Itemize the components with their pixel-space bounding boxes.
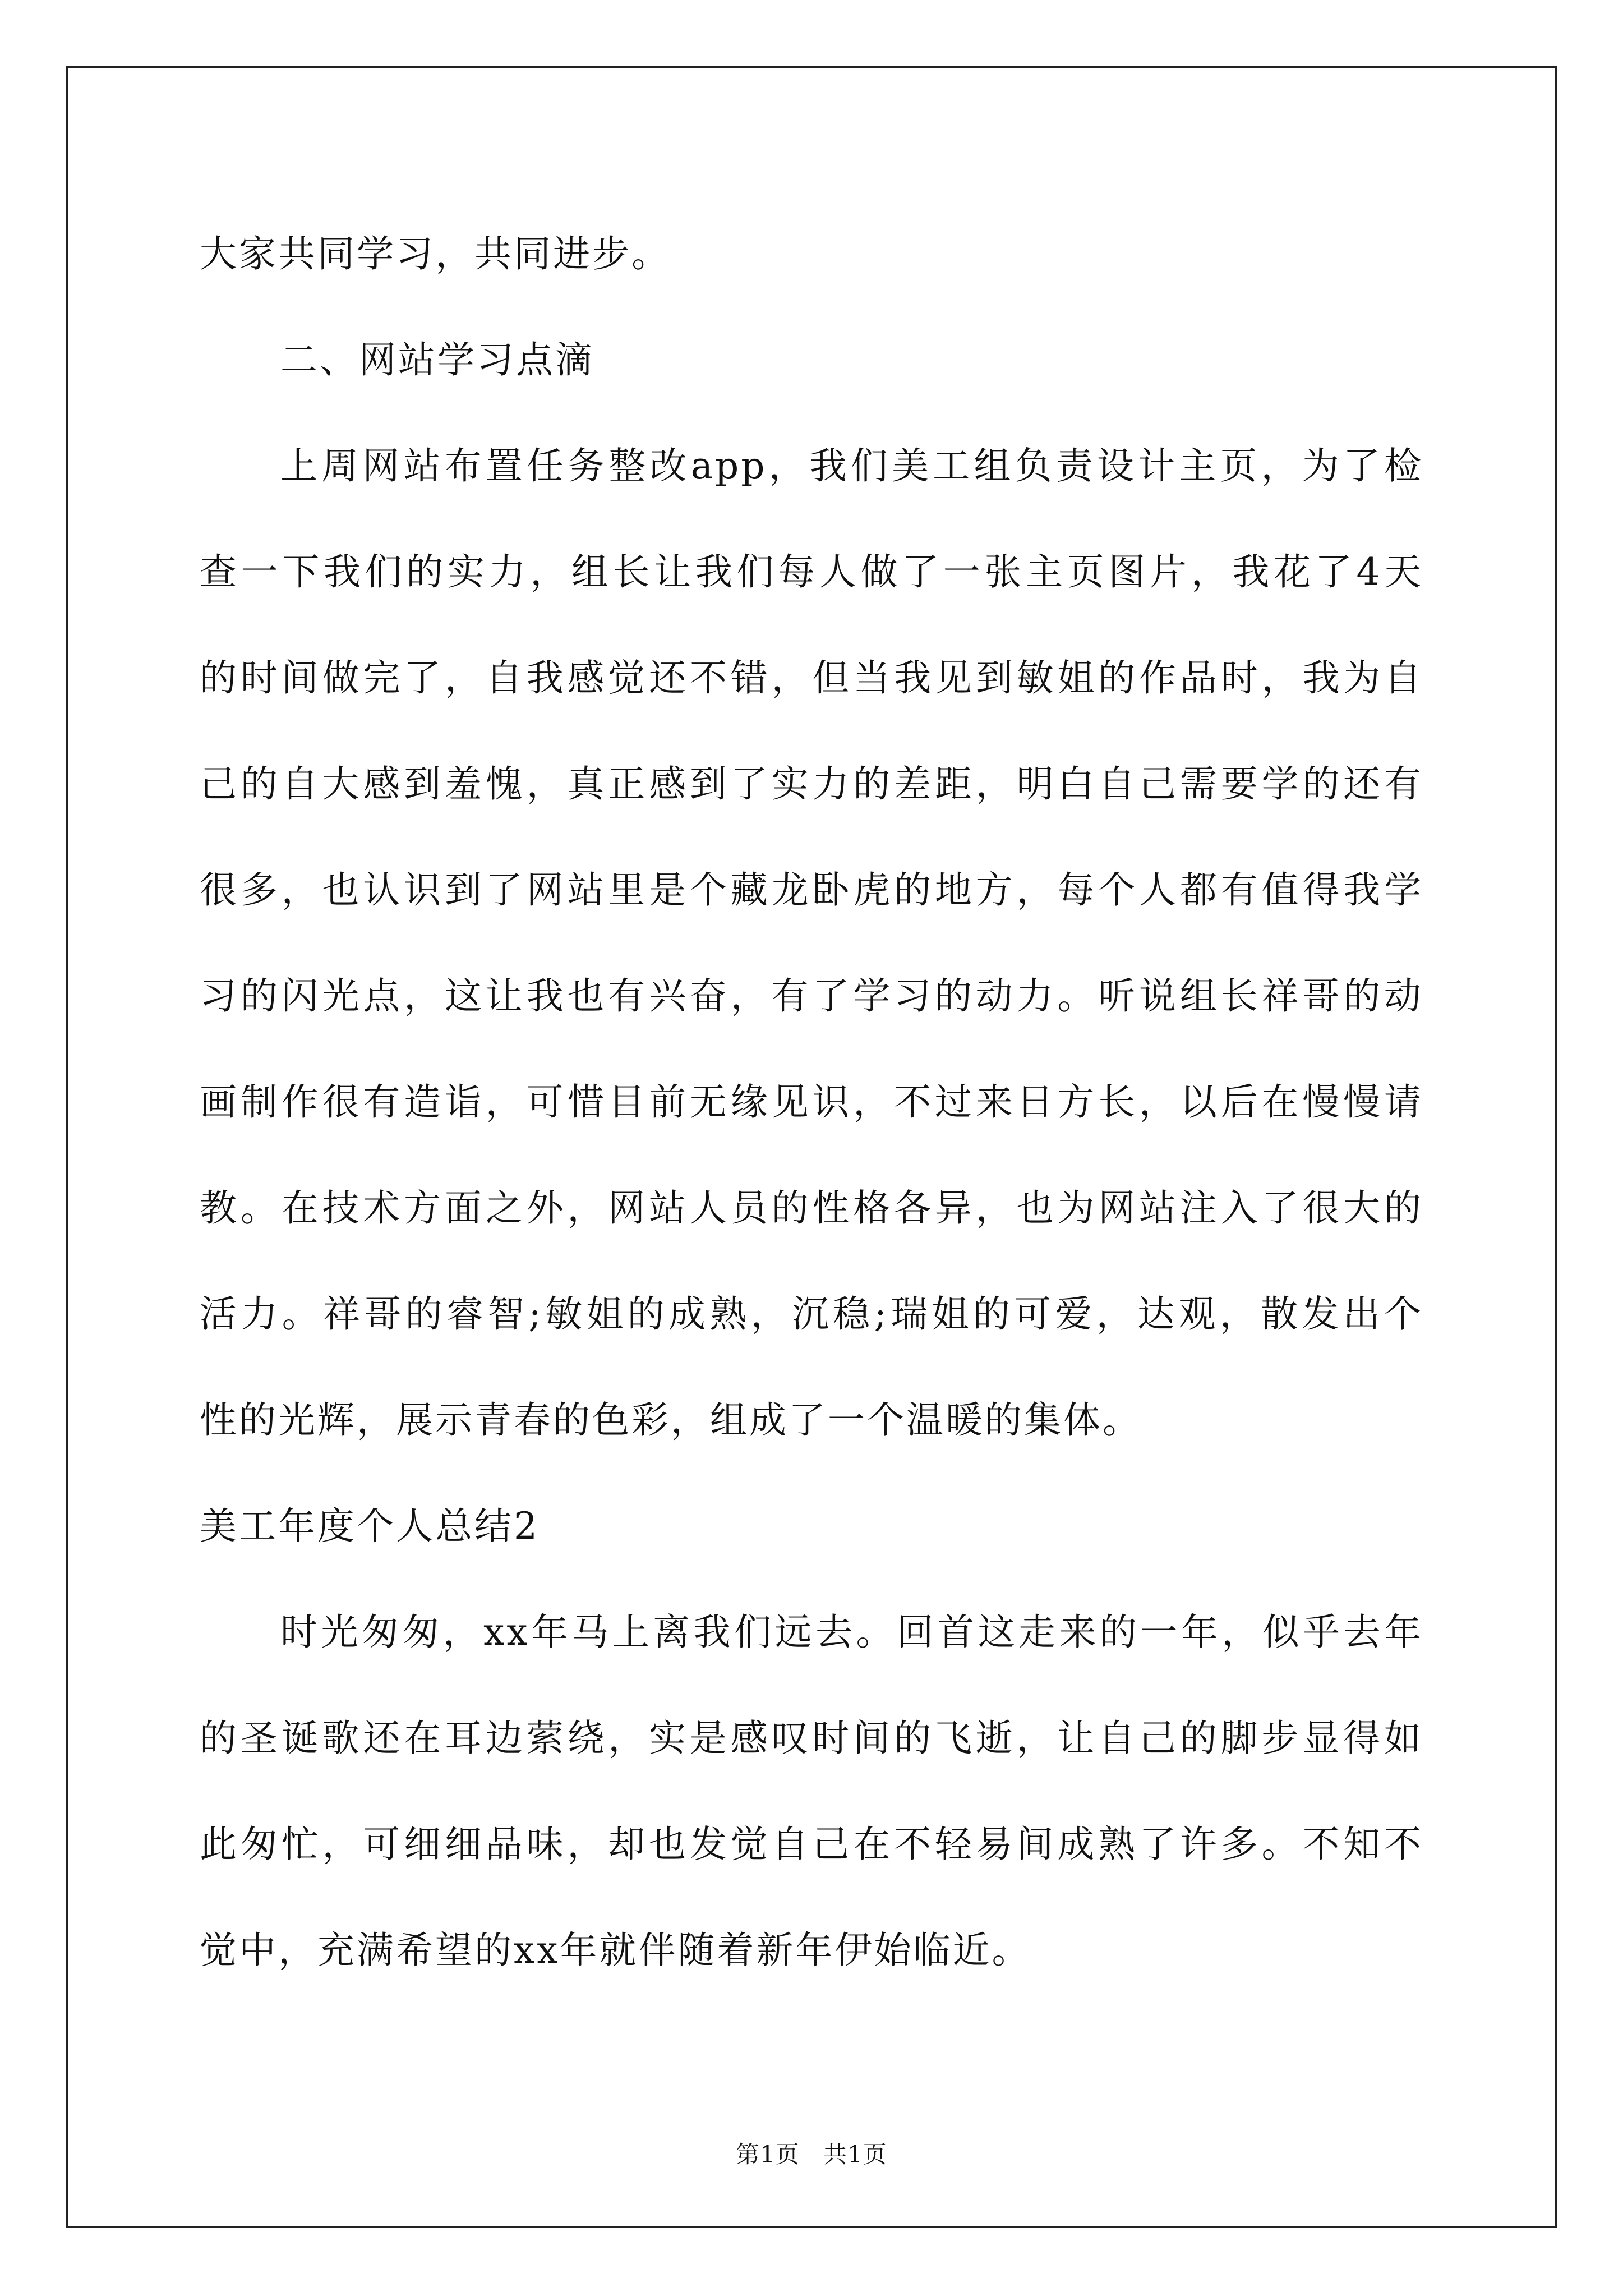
section-heading: 二、网站学习点滴 — [280, 338, 594, 381]
body-line: 性的光辉，展示青春的色彩，组成了一个温暖的集体。 — [200, 1398, 1142, 1442]
body-line: 大家共同学习，共同进步。 — [200, 232, 671, 275]
body-line: 上周网站布置任务整改app，我们美工组负责设计主页，为了检 — [280, 444, 1423, 487]
body-line: 很多，也认识到了网站里是个藏龙卧虎的地方，每个人都有值得我学 — [200, 868, 1423, 912]
page-number: 第1页 — [736, 2141, 800, 2168]
body-line: 觉中，充满希望的xx年就伴随着新年伊始临近。 — [200, 1929, 1031, 1972]
body-line: 此匆忙，可细细品味，却也发觉自己在不轻易间成熟了许多。不知不 — [200, 1823, 1423, 1866]
body-line: 教。在技术方面之外，网站人员的性格各异，也为网站注入了很大的 — [200, 1186, 1423, 1230]
body-line: 的时间做完了，自我感觉还不错，但当我见到敏姐的作品时，我为自 — [200, 656, 1423, 700]
body-line: 画制作很有造诣，可惜目前无缘见识，不过来日方长，以后在慢慢请 — [200, 1080, 1423, 1124]
body-line: 己的自大感到羞愧，真正感到了实力的差距，明白自己需要学的还有 — [200, 762, 1423, 806]
body-line: 查一下我们的实力，组长让我们每人做了一张主页图片，我花了4天 — [200, 550, 1423, 593]
body-line: 时光匆匆，xx年马上离我们远去。回首这走来的一年，似乎去年 — [280, 1611, 1423, 1654]
body-line: 活力。祥哥的睿智;敏姐的成熟，沉稳;瑞姐的可爱，达观，散发出个 — [200, 1292, 1423, 1336]
page-footer — [0, 2136, 1623, 2170]
page-total: 共1页 — [823, 2141, 887, 2168]
body-line: 的圣诞歌还在耳边萦绕，实是感叹时间的飞逝，让自己的脚步显得如 — [200, 1717, 1423, 1760]
document-title: 美工年度个人总结2 — [200, 1504, 540, 1548]
document-body — [200, 201, 1423, 2003]
body-line: 习的闪光点，这让我也有兴奋，有了学习的动力。听说组长祥哥的动 — [200, 974, 1423, 1018]
